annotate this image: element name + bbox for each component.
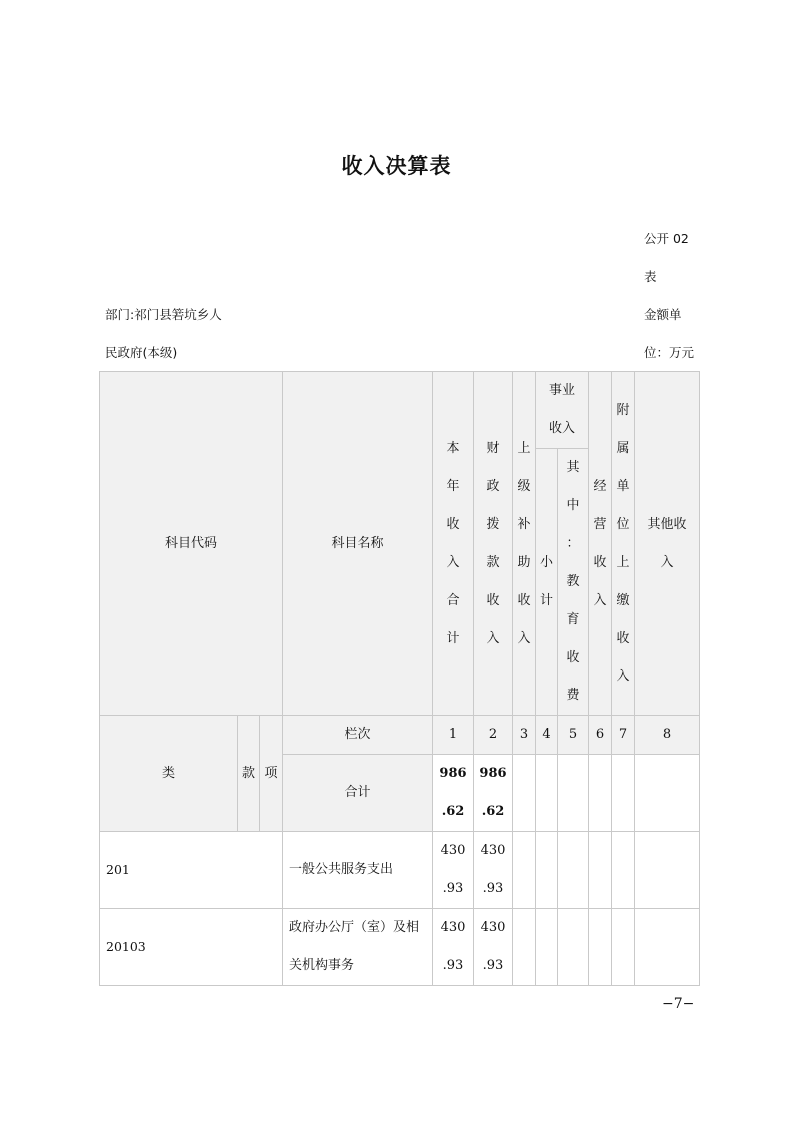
header-affiliated-income-line: 位 <box>616 516 630 532</box>
header-edu-fee-line: 中 <box>566 498 580 513</box>
header-superior-subsidy-line: 级 <box>517 478 531 494</box>
empty-cell <box>513 755 536 832</box>
row-total-income-dec: .93 <box>442 881 464 896</box>
row-code: 20103 <box>100 909 283 986</box>
page-title: 收入决算表 <box>341 154 452 178</box>
total-income-value <box>433 755 474 832</box>
header-total-income-line: 年 <box>446 478 460 494</box>
header-edu-fee-line: ： <box>566 536 580 551</box>
empty-cell <box>558 832 589 909</box>
header-affiliated-income <box>612 372 635 716</box>
header-business-income-line: 事业 <box>549 383 576 398</box>
header-operating-income-line: 营 <box>593 516 607 532</box>
header-business-income <box>536 372 589 449</box>
header-affiliated-income-line: 附 <box>616 402 630 418</box>
header-edu-fee-line: 费 <box>566 688 580 703</box>
header-edu-fee-line: 其 <box>566 460 580 475</box>
header-superior-subsidy <box>513 372 536 716</box>
col-number-5: 5 <box>558 716 589 755</box>
header-fiscal-allocation-line: 政 <box>486 478 500 494</box>
header-affiliated-income-line: 入 <box>616 668 630 684</box>
empty-cell <box>612 755 635 832</box>
header-total-income-line: 收 <box>446 516 460 532</box>
header-category: 类 <box>100 716 238 832</box>
header-affiliated-income-line: 缴 <box>616 592 630 608</box>
empty-cell <box>513 832 536 909</box>
total-fiscal-value <box>474 755 513 832</box>
form-line-1: 公开 02 <box>644 231 689 246</box>
page-number: −7− <box>662 996 695 1012</box>
header-other-income <box>635 372 700 716</box>
header-operating-income <box>589 372 612 716</box>
empty-cell <box>635 909 700 986</box>
header-total-income-line: 本 <box>446 440 460 456</box>
empty-cell <box>612 909 635 986</box>
empty-cell <box>589 755 612 832</box>
col-number-6: 6 <box>589 716 612 755</box>
header-section: 款 <box>238 716 260 832</box>
header-column-index: 栏次 <box>283 716 433 755</box>
row-fiscal-int: 430 <box>480 920 506 935</box>
unit-line-1: 金额单 <box>644 307 682 322</box>
empty-cell <box>536 832 558 909</box>
department-line-1: 部门:祁门县箬坑乡人 <box>105 307 222 322</box>
header-edu-fee-line: 教 <box>566 574 580 589</box>
header-affiliated-income-line: 属 <box>616 440 630 456</box>
header-superior-subsidy-line: 上 <box>517 440 531 456</box>
department-line-2: 民政府(本级) <box>105 345 178 360</box>
empty-cell <box>635 832 700 909</box>
header-superior-subsidy-line: 收 <box>517 592 531 608</box>
empty-cell <box>589 909 612 986</box>
row-name-line-2: 关机构事务 <box>289 958 355 973</box>
empty-cell <box>513 909 536 986</box>
header-operating-income-line: 入 <box>593 592 607 608</box>
header-subtotal <box>536 449 558 716</box>
row-total-income-int: 430 <box>440 920 466 935</box>
header-superior-subsidy-line: 助 <box>517 554 531 570</box>
col-number-7: 7 <box>612 716 635 755</box>
col-number-3: 3 <box>513 716 536 755</box>
department-info <box>105 296 222 372</box>
header-affiliated-income-line: 上 <box>616 554 630 570</box>
header-subject-code: 科目代码 <box>100 372 283 716</box>
row-total-income-int: 430 <box>440 843 466 858</box>
row-total-income-dec: .93 <box>442 958 464 973</box>
header-superior-subsidy-line: 补 <box>517 516 531 532</box>
empty-cell <box>536 755 558 832</box>
empty-cell <box>536 909 558 986</box>
col-number-2: 2 <box>474 716 513 755</box>
header-affiliated-income-line: 收 <box>616 630 630 646</box>
header-fiscal-allocation-line: 收 <box>486 592 500 608</box>
total-income-dec: .62 <box>441 804 465 819</box>
row-fiscal-dec: .93 <box>482 881 504 896</box>
row-total-income <box>433 909 474 986</box>
row-code: 201 <box>100 832 283 909</box>
header-edu-fee-line: 收 <box>566 650 580 665</box>
empty-cell <box>558 909 589 986</box>
header-total-income-line: 入 <box>446 554 460 570</box>
row-fiscal-allocation <box>474 832 513 909</box>
header-operating-income-line: 收 <box>593 554 607 570</box>
row-name-line-1: 政府办公厅（室）及相 <box>289 920 420 935</box>
total-label: 合计 <box>283 755 433 832</box>
empty-cell <box>558 755 589 832</box>
header-fiscal-allocation-line: 拨 <box>486 516 500 532</box>
form-line-2: 表 <box>644 269 657 284</box>
header-edu-fee <box>558 449 589 716</box>
header-total-income <box>433 372 474 716</box>
header-subject-name: 科目名称 <box>283 372 433 716</box>
empty-cell <box>635 755 700 832</box>
header-affiliated-income-line: 单 <box>616 478 630 494</box>
header-fiscal-allocation-line: 款 <box>486 554 500 570</box>
header-item: 项 <box>260 716 283 832</box>
header-fiscal-allocation <box>474 372 513 716</box>
empty-cell <box>612 832 635 909</box>
income-table <box>99 371 700 986</box>
col-number-1: 1 <box>433 716 474 755</box>
header-edu-fee-line: 育 <box>566 612 580 627</box>
total-fiscal-int: 986 <box>479 766 507 781</box>
header-operating-income-line: 经 <box>593 478 607 494</box>
row-fiscal-dec: .93 <box>482 958 504 973</box>
col-number-4: 4 <box>536 716 558 755</box>
header-business-income-line: 收入 <box>549 421 576 436</box>
header-other-income-line: 入 <box>660 554 674 570</box>
row-name: 一般公共服务支出 <box>283 832 433 909</box>
row-total-income <box>433 832 474 909</box>
col-number-8: 8 <box>635 716 700 755</box>
unit-line-2: 位：万元 <box>644 345 695 360</box>
empty-cell <box>589 832 612 909</box>
header-superior-subsidy-line: 入 <box>517 630 531 646</box>
row-fiscal-int: 430 <box>480 843 506 858</box>
total-income-int: 986 <box>439 766 467 781</box>
header-total-income-line: 计 <box>446 630 460 646</box>
header-subtotal-line: 计 <box>539 593 553 608</box>
header-other-income-line: 其他收 <box>647 516 687 532</box>
row-fiscal-allocation <box>474 909 513 986</box>
header-fiscal-allocation-line: 财 <box>486 440 500 456</box>
header-subtotal-line: 小 <box>539 555 553 570</box>
header-total-income-line: 合 <box>446 592 460 608</box>
total-fiscal-dec: .62 <box>481 804 505 819</box>
row-name <box>283 909 433 986</box>
header-fiscal-allocation-line: 入 <box>486 630 500 646</box>
form-info <box>644 220 694 372</box>
